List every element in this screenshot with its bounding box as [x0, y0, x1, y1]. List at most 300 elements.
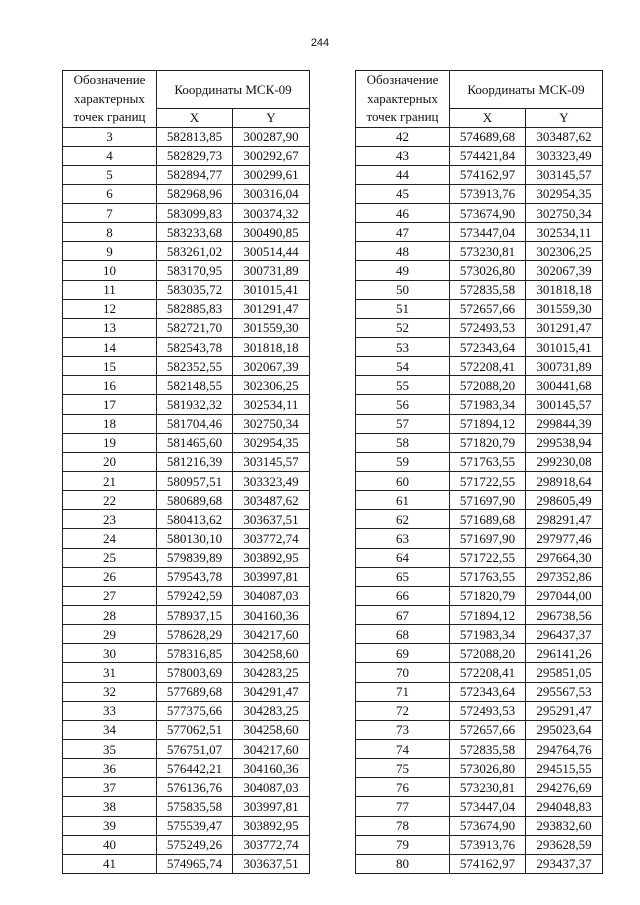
point-number: 64	[356, 548, 450, 567]
point-number: 76	[356, 778, 450, 797]
x-coordinate: 582352,55	[157, 357, 233, 376]
table-row	[63, 663, 310, 682]
table-row	[63, 223, 310, 242]
y-coordinate: 296141,26	[526, 644, 603, 663]
point-number: 32	[63, 682, 157, 701]
table-row	[63, 146, 310, 165]
y-coordinate: 303637,51	[233, 854, 310, 873]
table-row	[63, 184, 310, 203]
x-coordinate: 572835,58	[450, 740, 526, 759]
point-number: 8	[63, 223, 157, 242]
y-coordinate: 297044,00	[526, 586, 603, 605]
point-number: 35	[63, 740, 157, 759]
y-coordinate: 297352,86	[526, 567, 603, 586]
point-number: 60	[356, 472, 450, 491]
table-row	[356, 261, 603, 280]
x-coordinate: 583233,68	[157, 223, 233, 242]
table-row	[63, 816, 310, 835]
point-number: 12	[63, 299, 157, 318]
point-number: 17	[63, 395, 157, 414]
x-coordinate: 574689,68	[450, 127, 526, 146]
table-row	[63, 433, 310, 452]
x-coordinate: 575539,47	[157, 816, 233, 835]
point-number: 20	[63, 452, 157, 471]
point-number: 52	[356, 318, 450, 337]
table-row	[356, 835, 603, 854]
table-row	[356, 204, 603, 223]
x-coordinate: 571894,12	[450, 414, 526, 433]
y-coordinate: 294048,83	[526, 797, 603, 816]
point-number: 34	[63, 720, 157, 739]
x-coordinate: 571983,34	[450, 395, 526, 414]
y-coordinate: 297977,46	[526, 529, 603, 548]
x-coordinate: 580689,68	[157, 491, 233, 510]
x-coordinate: 581932,32	[157, 395, 233, 414]
x-coordinate: 579543,78	[157, 567, 233, 586]
point-number: 79	[356, 835, 450, 854]
table-row	[356, 797, 603, 816]
point-number: 23	[63, 510, 157, 529]
point-number: 71	[356, 682, 450, 701]
point-number: 63	[356, 529, 450, 548]
x-coordinate: 576751,07	[157, 740, 233, 759]
point-number: 48	[356, 242, 450, 261]
point-number: 41	[63, 854, 157, 873]
y-coordinate: 300316,04	[233, 184, 310, 203]
point-number: 10	[63, 261, 157, 280]
x-coordinate: 573026,80	[450, 759, 526, 778]
x-coordinate: 571763,55	[450, 567, 526, 586]
y-coordinate: 302306,25	[233, 376, 310, 395]
x-coordinate: 583170,95	[157, 261, 233, 280]
y-coordinate: 300145,57	[526, 395, 603, 414]
table-row	[63, 797, 310, 816]
point-number: 16	[63, 376, 157, 395]
point-number: 69	[356, 644, 450, 663]
x-coordinate: 582894,77	[157, 165, 233, 184]
point-number: 70	[356, 663, 450, 682]
table-row	[356, 280, 603, 299]
y-coordinate: 303487,62	[233, 491, 310, 510]
y-coordinate: 300731,89	[526, 357, 603, 376]
x-coordinate: 574421,84	[450, 146, 526, 165]
y-coordinate: 301291,47	[526, 318, 603, 337]
table-row	[356, 357, 603, 376]
point-number: 58	[356, 433, 450, 452]
point-number: 18	[63, 414, 157, 433]
point-number: 9	[63, 242, 157, 261]
x-coordinate: 573026,80	[450, 261, 526, 280]
point-number: 42	[356, 127, 450, 146]
y-coordinate: 302534,11	[233, 395, 310, 414]
x-coordinate: 578316,85	[157, 644, 233, 663]
table-row	[63, 701, 310, 720]
y-coordinate: 303997,81	[233, 797, 310, 816]
point-number: 40	[63, 835, 157, 854]
point-number: 31	[63, 663, 157, 682]
coordinates-table-left	[62, 70, 310, 874]
y-coordinate: 304087,03	[233, 586, 310, 605]
table-row	[356, 510, 603, 529]
table-row	[356, 223, 603, 242]
table-row	[63, 567, 310, 586]
x-coordinate: 581704,46	[157, 414, 233, 433]
point-number: 30	[63, 644, 157, 663]
table-row	[63, 452, 310, 471]
table-row	[63, 127, 310, 146]
x-coordinate: 582829,73	[157, 146, 233, 165]
page-number: 244	[310, 37, 330, 49]
point-number: 29	[63, 625, 157, 644]
y-coordinate: 300287,90	[233, 127, 310, 146]
table-row	[63, 759, 310, 778]
point-number: 49	[356, 261, 450, 280]
point-number: 4	[63, 146, 157, 165]
table-row	[356, 740, 603, 759]
y-coordinate: 294515,55	[526, 759, 603, 778]
table-row	[356, 701, 603, 720]
y-coordinate: 302306,25	[526, 242, 603, 261]
point-number: 25	[63, 548, 157, 567]
x-coordinate: 573674,90	[450, 816, 526, 835]
x-coordinate: 571689,68	[450, 510, 526, 529]
table-row	[356, 529, 603, 548]
point-number: 43	[356, 146, 450, 165]
x-coordinate: 573447,04	[450, 223, 526, 242]
y-coordinate: 293832,60	[526, 816, 603, 835]
y-coordinate: 299230,08	[526, 452, 603, 471]
coordinates-header: Координаты МСК-09	[157, 71, 310, 109]
point-number: 62	[356, 510, 450, 529]
point-number: 36	[63, 759, 157, 778]
table-row	[63, 318, 310, 337]
point-number: 57	[356, 414, 450, 433]
point-number: 73	[356, 720, 450, 739]
y-coordinate: 300299,61	[233, 165, 310, 184]
x-coordinate: 572657,66	[450, 720, 526, 739]
table-row	[356, 376, 603, 395]
x-coordinate: 571722,55	[450, 548, 526, 567]
y-coordinate: 304258,60	[233, 720, 310, 739]
table-row	[63, 376, 310, 395]
point-number: 45	[356, 184, 450, 203]
table-row	[356, 242, 603, 261]
y-coordinate: 302750,34	[526, 204, 603, 223]
y-coordinate: 300374,32	[233, 204, 310, 223]
y-header: Y	[526, 108, 603, 127]
x-coordinate: 573674,90	[450, 204, 526, 223]
table-row	[356, 606, 603, 625]
x-coordinate: 577062,51	[157, 720, 233, 739]
y-coordinate: 295291,47	[526, 701, 603, 720]
y-coordinate: 300514,44	[233, 242, 310, 261]
x-coordinate: 583099,83	[157, 204, 233, 223]
x-coordinate: 578628,29	[157, 625, 233, 644]
table-row	[63, 586, 310, 605]
y-header: Y	[233, 108, 310, 127]
y-coordinate: 301015,41	[233, 280, 310, 299]
point-number: 6	[63, 184, 157, 203]
y-coordinate: 300731,89	[233, 261, 310, 280]
y-coordinate: 301015,41	[526, 338, 603, 357]
x-coordinate: 582885,83	[157, 299, 233, 318]
point-number: 77	[356, 797, 450, 816]
x-coordinate: 572493,53	[450, 318, 526, 337]
y-coordinate: 301818,18	[233, 338, 310, 357]
x-coordinate: 571697,90	[450, 529, 526, 548]
table-row	[356, 663, 603, 682]
x-coordinate: 582721,70	[157, 318, 233, 337]
y-coordinate: 299844,39	[526, 414, 603, 433]
point-number: 39	[63, 816, 157, 835]
table-row	[356, 567, 603, 586]
x-coordinate: 572343,64	[450, 682, 526, 701]
table-row	[356, 720, 603, 739]
table-row	[356, 395, 603, 414]
x-coordinate: 573913,76	[450, 835, 526, 854]
point-number: 24	[63, 529, 157, 548]
table-row	[356, 472, 603, 491]
table-row	[63, 835, 310, 854]
y-coordinate: 303892,95	[233, 816, 310, 835]
x-coordinate: 572657,66	[450, 299, 526, 318]
table-row	[356, 491, 603, 510]
point-number: 67	[356, 606, 450, 625]
point-number: 46	[356, 204, 450, 223]
x-coordinate: 573913,76	[450, 184, 526, 203]
y-coordinate: 296437,37	[526, 625, 603, 644]
table-row	[356, 146, 603, 165]
point-number: 47	[356, 223, 450, 242]
point-number: 80	[356, 854, 450, 873]
x-coordinate: 575835,58	[157, 797, 233, 816]
point-number: 72	[356, 701, 450, 720]
point-label-header: Обозначение характерных точек границ	[63, 71, 157, 128]
point-label-header: Обозначение характерных точек границ	[356, 71, 450, 128]
y-coordinate: 304258,60	[233, 644, 310, 663]
point-number: 3	[63, 127, 157, 146]
y-coordinate: 301818,18	[526, 280, 603, 299]
x-coordinate: 571820,79	[450, 586, 526, 605]
point-number: 78	[356, 816, 450, 835]
y-coordinate: 302534,11	[526, 223, 603, 242]
x-coordinate: 579839,89	[157, 548, 233, 567]
x-coordinate: 574965,74	[157, 854, 233, 873]
x-coordinate: 583035,72	[157, 280, 233, 299]
table-row	[356, 854, 603, 873]
point-number: 7	[63, 204, 157, 223]
y-coordinate: 303323,49	[526, 146, 603, 165]
y-coordinate: 303892,95	[233, 548, 310, 567]
point-number: 65	[356, 567, 450, 586]
point-number: 50	[356, 280, 450, 299]
point-number: 14	[63, 338, 157, 357]
y-coordinate: 295023,64	[526, 720, 603, 739]
y-coordinate: 299538,94	[526, 433, 603, 452]
point-number: 13	[63, 318, 157, 337]
point-number: 44	[356, 165, 450, 184]
y-coordinate: 304283,25	[233, 701, 310, 720]
x-coordinate: 572343,64	[450, 338, 526, 357]
y-coordinate: 294276,69	[526, 778, 603, 797]
table-row	[63, 682, 310, 701]
table-row	[63, 414, 310, 433]
y-coordinate: 303772,74	[233, 529, 310, 548]
x-coordinate: 578003,69	[157, 663, 233, 682]
table-row	[356, 414, 603, 433]
table-row	[356, 338, 603, 357]
table-row	[356, 127, 603, 146]
table-row	[356, 299, 603, 318]
table-row	[63, 854, 310, 873]
x-header: X	[450, 108, 526, 127]
y-coordinate: 304291,47	[233, 682, 310, 701]
table-row	[63, 510, 310, 529]
x-coordinate: 571722,55	[450, 472, 526, 491]
table-row	[63, 548, 310, 567]
y-coordinate: 301291,47	[233, 299, 310, 318]
y-coordinate: 304217,60	[233, 625, 310, 644]
point-number: 21	[63, 472, 157, 491]
y-coordinate: 304283,25	[233, 663, 310, 682]
coordinates-table-right	[355, 70, 603, 874]
x-coordinate: 579242,59	[157, 586, 233, 605]
x-header: X	[157, 108, 233, 127]
table-row	[63, 242, 310, 261]
point-number: 27	[63, 586, 157, 605]
table-row	[63, 204, 310, 223]
y-coordinate: 303637,51	[233, 510, 310, 529]
table-row	[63, 491, 310, 510]
point-number: 11	[63, 280, 157, 299]
table-row	[356, 165, 603, 184]
x-coordinate: 572208,41	[450, 663, 526, 682]
point-number: 68	[356, 625, 450, 644]
point-number: 38	[63, 797, 157, 816]
y-coordinate: 301559,30	[526, 299, 603, 318]
point-number: 33	[63, 701, 157, 720]
point-number: 53	[356, 338, 450, 357]
point-number: 66	[356, 586, 450, 605]
y-coordinate: 300490,85	[233, 223, 310, 242]
table-row	[63, 299, 310, 318]
y-coordinate: 298605,49	[526, 491, 603, 510]
x-coordinate: 571763,55	[450, 452, 526, 471]
table-row	[356, 778, 603, 797]
x-coordinate: 576442,21	[157, 759, 233, 778]
y-coordinate: 300441,68	[526, 376, 603, 395]
table-row	[356, 318, 603, 337]
point-number: 56	[356, 395, 450, 414]
y-coordinate: 302067,39	[526, 261, 603, 280]
x-coordinate: 580413,62	[157, 510, 233, 529]
y-coordinate: 300292,67	[233, 146, 310, 165]
x-coordinate: 577375,66	[157, 701, 233, 720]
x-coordinate: 580957,51	[157, 472, 233, 491]
x-coordinate: 583261,02	[157, 242, 233, 261]
y-coordinate: 301559,30	[233, 318, 310, 337]
y-coordinate: 297664,30	[526, 548, 603, 567]
x-coordinate: 574162,97	[450, 165, 526, 184]
x-coordinate: 582543,78	[157, 338, 233, 357]
table-row	[63, 357, 310, 376]
x-coordinate: 576136,76	[157, 778, 233, 797]
y-coordinate: 304087,03	[233, 778, 310, 797]
table-row	[356, 625, 603, 644]
x-coordinate: 571983,34	[450, 625, 526, 644]
point-number: 61	[356, 491, 450, 510]
table-row	[356, 586, 603, 605]
x-coordinate: 572493,53	[450, 701, 526, 720]
y-coordinate: 302750,34	[233, 414, 310, 433]
table-row	[63, 740, 310, 759]
point-number: 37	[63, 778, 157, 797]
x-coordinate: 577689,68	[157, 682, 233, 701]
y-coordinate: 296738,56	[526, 606, 603, 625]
y-coordinate: 302954,35	[526, 184, 603, 203]
x-coordinate: 572208,41	[450, 357, 526, 376]
y-coordinate: 295567,53	[526, 682, 603, 701]
table-row	[63, 395, 310, 414]
point-number: 55	[356, 376, 450, 395]
y-coordinate: 302067,39	[233, 357, 310, 376]
table-row	[63, 778, 310, 797]
x-coordinate: 575249,26	[157, 835, 233, 854]
table-row	[63, 529, 310, 548]
table-row	[63, 644, 310, 663]
point-number: 19	[63, 433, 157, 452]
y-coordinate: 303997,81	[233, 567, 310, 586]
x-coordinate: 571820,79	[450, 433, 526, 452]
x-coordinate: 578937,15	[157, 606, 233, 625]
x-coordinate: 571894,12	[450, 606, 526, 625]
table-row	[356, 184, 603, 203]
y-coordinate: 303772,74	[233, 835, 310, 854]
x-coordinate: 573230,81	[450, 242, 526, 261]
x-coordinate: 572088,20	[450, 644, 526, 663]
point-number: 26	[63, 567, 157, 586]
y-coordinate: 303487,62	[526, 127, 603, 146]
x-coordinate: 582148,55	[157, 376, 233, 395]
y-coordinate: 303145,57	[233, 452, 310, 471]
x-coordinate: 571697,90	[450, 491, 526, 510]
coordinates-header: Координаты МСК-09	[450, 71, 603, 109]
table-row	[356, 682, 603, 701]
y-coordinate: 303323,49	[233, 472, 310, 491]
table-row	[356, 816, 603, 835]
point-number: 5	[63, 165, 157, 184]
x-coordinate: 582968,96	[157, 184, 233, 203]
table-row	[356, 548, 603, 567]
table-row	[63, 280, 310, 299]
table-row	[356, 433, 603, 452]
y-coordinate: 298291,47	[526, 510, 603, 529]
table-row	[63, 338, 310, 357]
y-coordinate: 294764,76	[526, 740, 603, 759]
x-coordinate: 573230,81	[450, 778, 526, 797]
y-coordinate: 293628,59	[526, 835, 603, 854]
y-coordinate: 304160,36	[233, 759, 310, 778]
y-coordinate: 304160,36	[233, 606, 310, 625]
point-number: 51	[356, 299, 450, 318]
y-coordinate: 302954,35	[233, 433, 310, 452]
table-row	[63, 472, 310, 491]
table-row	[63, 720, 310, 739]
y-coordinate: 303145,57	[526, 165, 603, 184]
table-row	[356, 452, 603, 471]
point-number: 28	[63, 606, 157, 625]
y-coordinate: 293437,37	[526, 854, 603, 873]
